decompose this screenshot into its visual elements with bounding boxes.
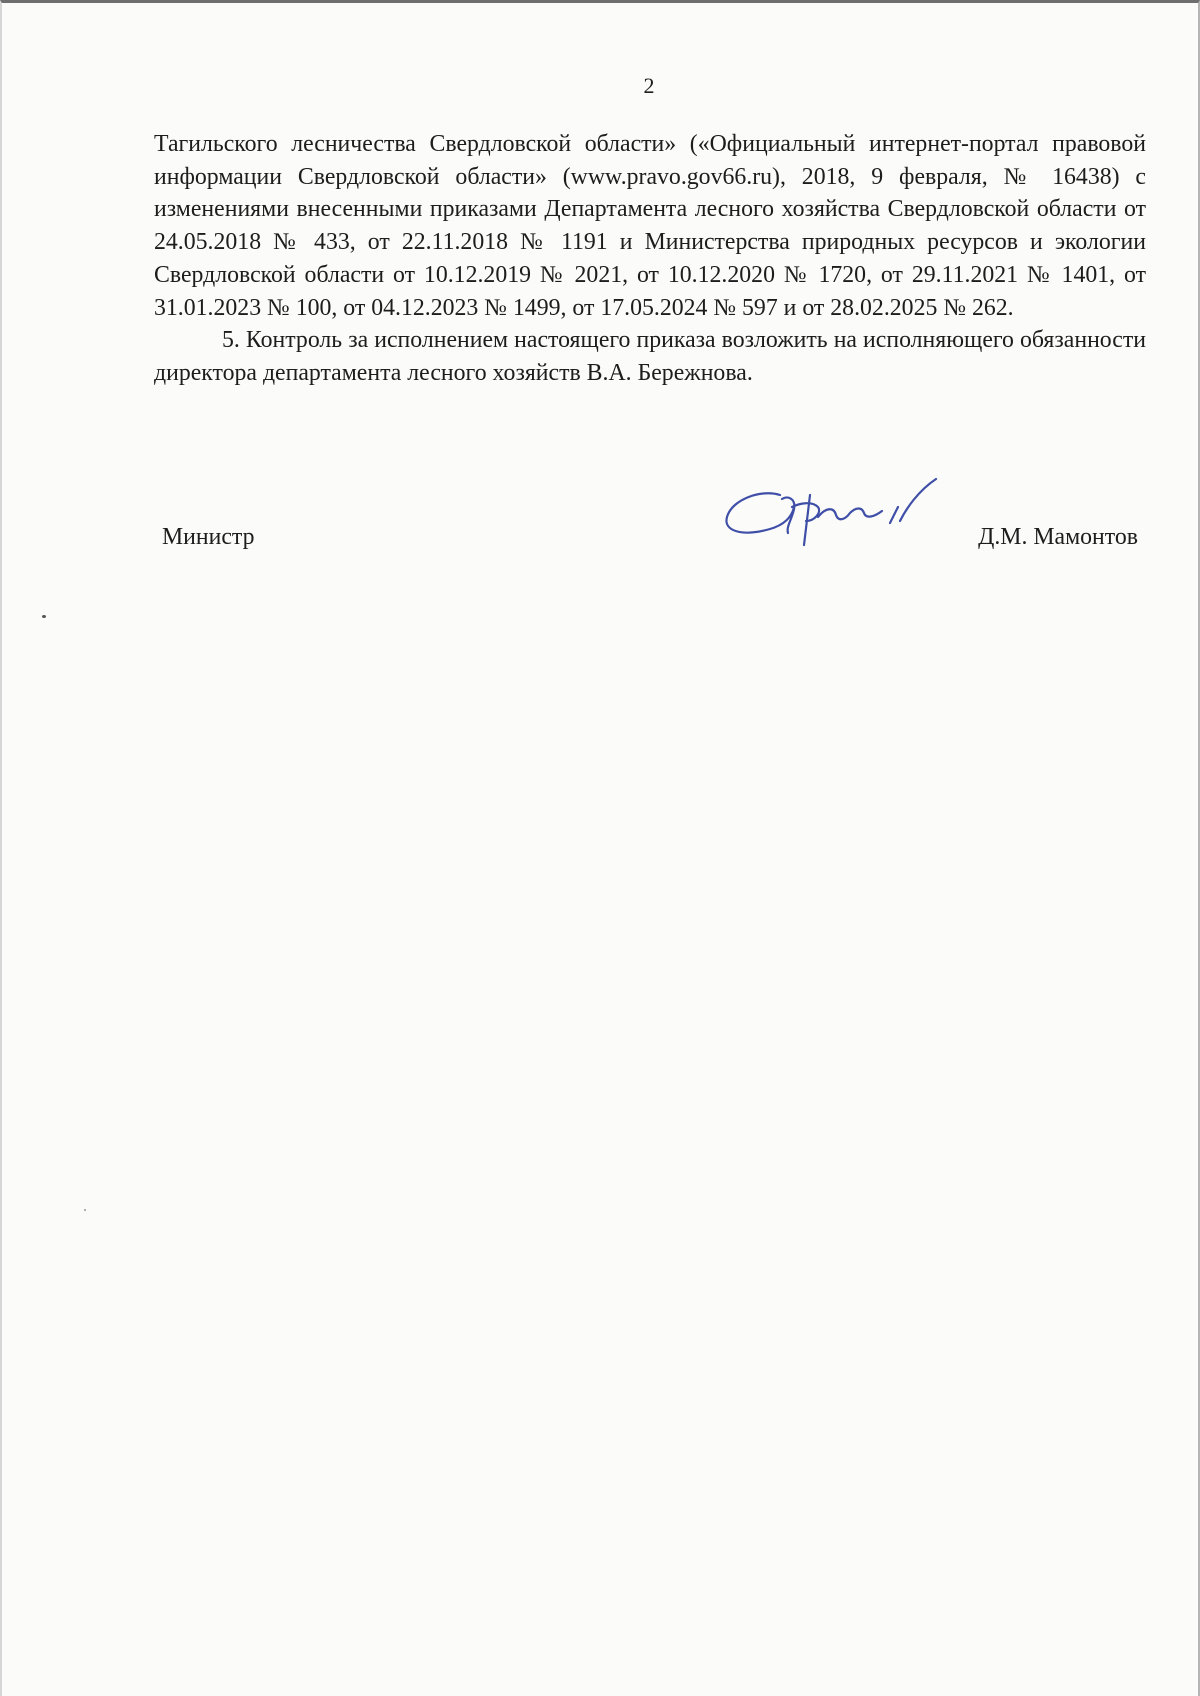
signer-role: Министр [162, 524, 255, 550]
scan-speck [84, 1209, 86, 1211]
document-body [154, 128, 1146, 390]
signature-block [162, 521, 1138, 555]
handwritten-signature [722, 477, 952, 557]
paragraph-continuation: Тагильского лесничества Свердловской области» («Официальный интернет-портал правовой информации Свердловской области» (www.pravo.gov66.ru), 2018, 9 февраля, № 16438) с изменениями внесенными приказами Департамента лесного хозяйства Свердловской области от 24.05.2018 № 433, от 22.11.2018 № 1191 и Министерства природных ресурсов и экологии Свердловской области от 10.12.2019 № 2021, от 10.12.2020 № 1720, от 29.11.2021 № 1401, от 31.01.2023 № 100, от 04.12.2023 № 1499, от 17.05.2024 № 597 и от 28.02.2025 № 262. [154, 131, 1146, 321]
paragraph-item-5: 5. Контроль за исполнением настоящего приказа возложить на исполняющего обязанности директора департамента лесного хозяйств В.А. Бережнова. [154, 327, 1146, 386]
page-number: 2 [643, 73, 655, 98]
scan-speck [42, 615, 46, 618]
signer-name: Д.М. Мамонтов [978, 524, 1138, 550]
